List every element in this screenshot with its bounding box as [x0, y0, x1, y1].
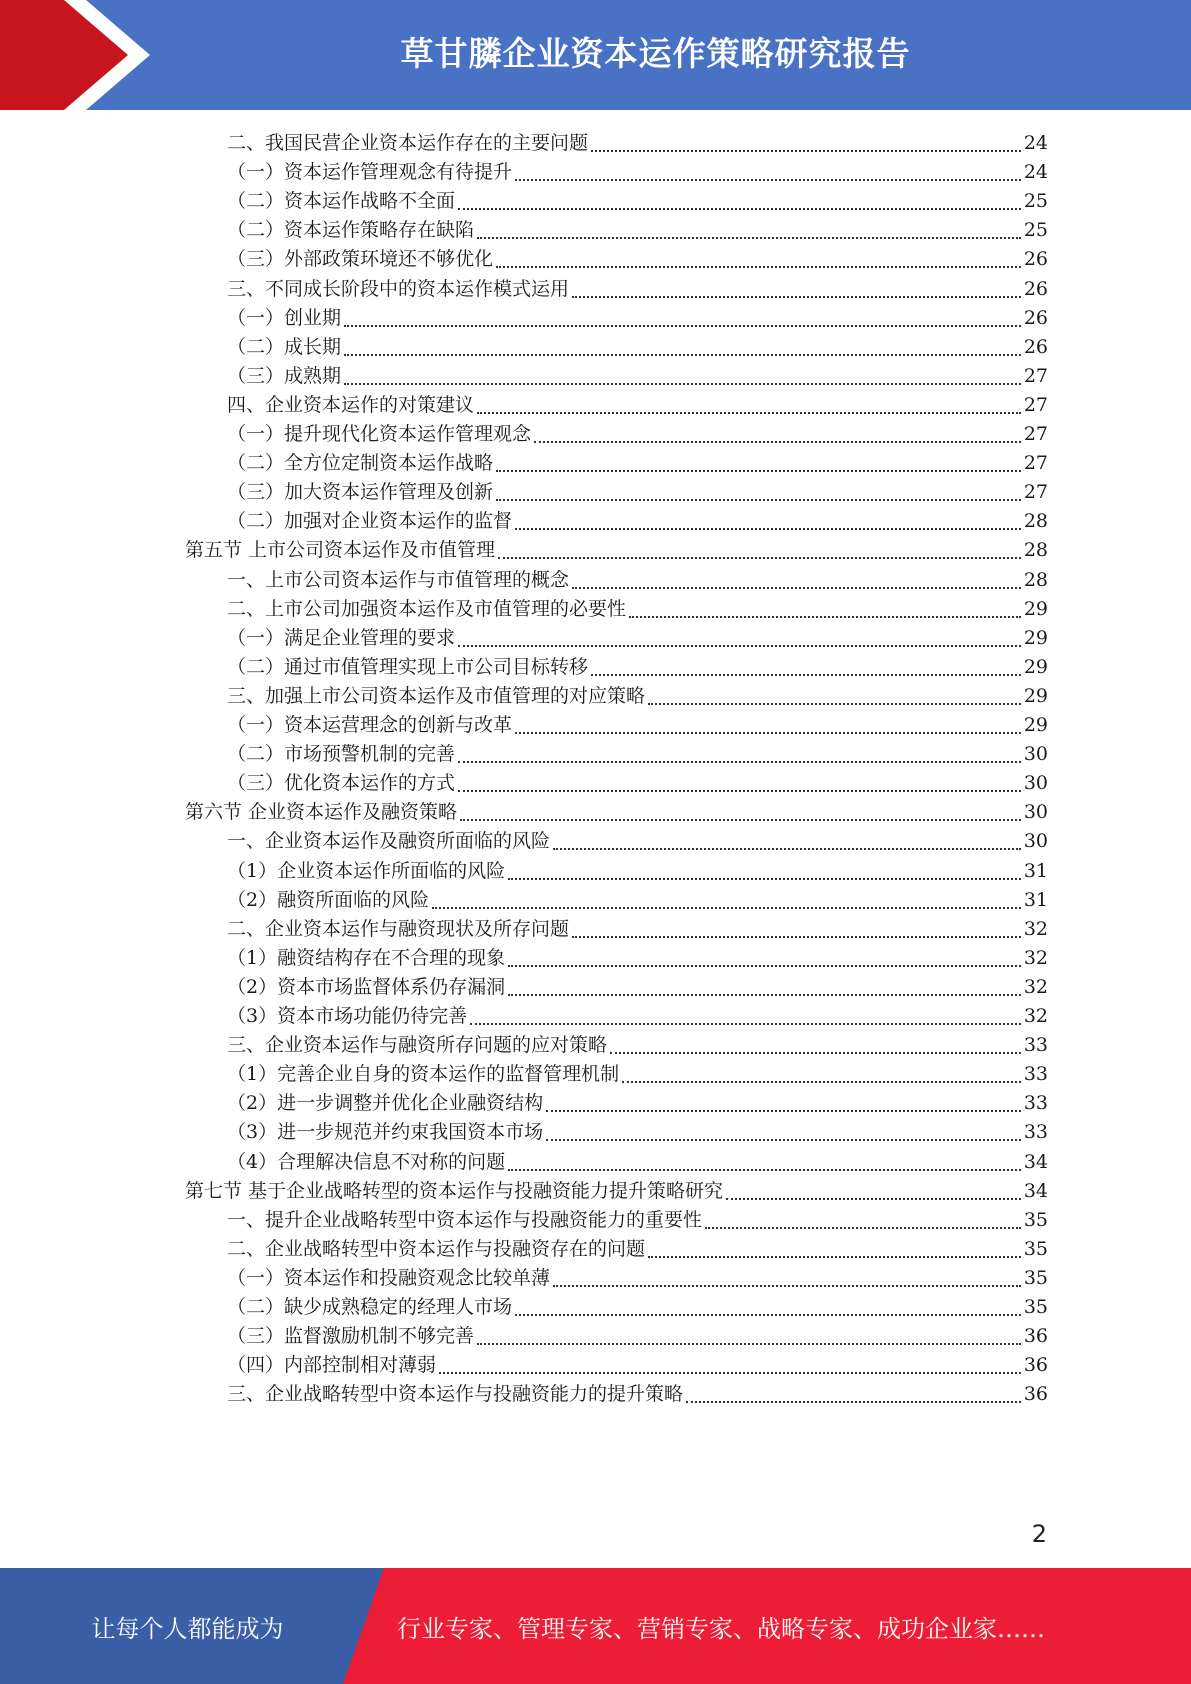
toc-entry[interactable]: [227, 652, 1048, 683]
toc-entry[interactable]: [227, 681, 1048, 712]
toc-entry-title: 三、企业战略转型中资本运作与投融资能力的提升策略: [227, 1383, 684, 1405]
toc-entry-title: 一、上市公司资本运作与市值管理的概念: [227, 569, 570, 591]
toc-leader-dots: [546, 1110, 1021, 1112]
toc-entry-title: 第七节 基于企业战略转型的资本运作与投融资能力提升策略研究: [185, 1180, 724, 1202]
toc-leader-dots: [591, 150, 1021, 152]
toc-leader-dots: [553, 848, 1021, 850]
toc-entry-page: 27: [1023, 423, 1048, 445]
toc-entry[interactable]: [227, 1147, 1048, 1178]
toc-entry[interactable]: [227, 594, 1048, 625]
toc-entry[interactable]: [227, 826, 1048, 857]
toc-entry-title: 第五节 上市公司资本运作及市值管理: [185, 539, 496, 561]
toc-entry[interactable]: [227, 885, 1048, 916]
toc-entry-page: 27: [1023, 365, 1048, 387]
toc-leader-dots: [705, 1227, 1021, 1229]
toc-leader-dots: [648, 1256, 1021, 1258]
toc-entry-page: 36: [1023, 1325, 1048, 1347]
toc-entry-title: （二）市场预警机制的完善: [227, 743, 456, 765]
toc-entry-page: 35: [1023, 1267, 1048, 1289]
toc-entry-page: 29: [1023, 627, 1048, 649]
toc-leader-dots: [498, 557, 1021, 559]
toc-entry[interactable]: [227, 943, 1048, 974]
toc-entry-title: （二）通过市值管理实现上市公司目标转移: [227, 656, 589, 678]
toc-leader-dots: [496, 266, 1021, 268]
toc-entry[interactable]: [227, 303, 1048, 334]
toc-entry-title: （一）资本运作管理观念有待提升: [227, 161, 513, 183]
toc-entry-page: 34: [1023, 1180, 1048, 1202]
toc-entry-title: 二、上市公司加强资本运作及市值管理的必要性: [227, 598, 627, 620]
toc-entry-page: 27: [1023, 452, 1048, 474]
toc-entry-title: （2）进一步调整并优化企业融资结构: [227, 1092, 544, 1114]
toc-entry-title: 二、企业资本运作与融资现状及所存问题: [227, 918, 570, 940]
toc-entry[interactable]: [185, 1176, 1048, 1207]
toc-entry-title: （2）融资所面临的风险: [227, 889, 430, 911]
toc-entry[interactable]: [227, 1088, 1048, 1119]
toc-leader-dots: [534, 441, 1021, 443]
toc-entry[interactable]: [227, 623, 1048, 654]
toc-entry-title: （四）内部控制相对薄弱: [227, 1354, 437, 1376]
toc-leader-dots: [629, 616, 1021, 618]
toc-entry-title: （一）创业期: [227, 307, 342, 329]
toc-leader-dots: [344, 325, 1021, 327]
toc-entry-title: 一、提升企业战略转型中资本运作与投融资能力的重要性: [227, 1209, 703, 1231]
toc-entry[interactable]: [227, 186, 1048, 217]
toc-entry-page: 29: [1023, 656, 1048, 678]
toc-entry[interactable]: [227, 914, 1048, 945]
toc-leader-dots: [477, 1343, 1021, 1345]
toc-entry[interactable]: [227, 244, 1048, 275]
toc-leader-dots: [458, 761, 1021, 763]
toc-entry-page: 32: [1023, 947, 1048, 969]
toc-entry-page: 24: [1023, 132, 1048, 154]
toc-entry-page: 26: [1023, 248, 1048, 270]
toc-entry[interactable]: [185, 797, 1048, 828]
toc-entry[interactable]: [227, 1001, 1048, 1032]
toc-entry[interactable]: [227, 856, 1048, 887]
toc-entry-page: 26: [1023, 336, 1048, 358]
toc-leader-dots: [622, 1081, 1021, 1083]
toc-entry-page: 33: [1023, 1034, 1048, 1056]
toc-entry-title: （三）优化资本运作的方式: [227, 772, 456, 794]
toc-leader-dots: [477, 412, 1021, 414]
toc-entry-page: 28: [1023, 569, 1048, 591]
toc-leader-dots: [508, 1169, 1021, 1171]
toc-leader-dots: [508, 965, 1021, 967]
toc-entry[interactable]: [227, 1321, 1048, 1352]
toc-leader-dots: [572, 296, 1021, 298]
toc-entry[interactable]: [227, 332, 1048, 363]
toc-entry-page: 31: [1023, 860, 1048, 882]
toc-entry[interactable]: [227, 448, 1048, 479]
toc-entry-title: （三）加大资本运作管理及创新: [227, 481, 494, 503]
toc-entry-page: 33: [1023, 1063, 1048, 1085]
toc-entry[interactable]: [227, 768, 1048, 799]
toc-leader-dots: [344, 383, 1021, 385]
toc-entry[interactable]: [227, 1205, 1048, 1236]
toc-entry-title: （3）资本市场功能仍待完善: [227, 1005, 468, 1027]
toc-entry[interactable]: [227, 361, 1048, 392]
toc-leader-dots: [515, 1314, 1021, 1316]
toc-entry[interactable]: [227, 419, 1048, 450]
toc-entry[interactable]: [227, 506, 1048, 537]
toc-entry-title: （一）资本运作和投融资观念比较单薄: [227, 1267, 551, 1289]
toc-entry-page: 28: [1023, 510, 1048, 532]
toc-leader-dots: [515, 732, 1021, 734]
toc-entry-page: 29: [1023, 685, 1048, 707]
toc-entry-title: （3）进一步规范并约束我国资本市场: [227, 1121, 544, 1143]
toc-entry-page: 34: [1023, 1151, 1048, 1173]
toc-leader-dots: [572, 587, 1021, 589]
toc-entry-page: 35: [1023, 1238, 1048, 1260]
toc-entry-page: 30: [1023, 772, 1048, 794]
toc-leader-dots: [648, 703, 1021, 705]
toc-entry[interactable]: [227, 390, 1048, 421]
toc-entry-page: 26: [1023, 307, 1048, 329]
toc-entry-page: 32: [1023, 918, 1048, 940]
toc-leader-dots: [553, 1285, 1021, 1287]
toc-entry-page: 33: [1023, 1121, 1048, 1143]
toc-leader-dots: [458, 790, 1021, 792]
toc-entry-page: 32: [1023, 1005, 1048, 1027]
toc-entry-title: 二、企业战略转型中资本运作与投融资存在的问题: [227, 1238, 646, 1260]
toc-leader-dots: [515, 528, 1021, 530]
page-number: 2: [1031, 1520, 1047, 1548]
toc-entry[interactable]: [227, 157, 1048, 188]
toc-entry-page: 26: [1023, 278, 1048, 300]
toc-leader-dots: [726, 1198, 1021, 1200]
toc-entry-page: 31: [1023, 889, 1048, 911]
toc-leader-dots: [496, 470, 1021, 472]
toc-entry[interactable]: [185, 535, 1048, 566]
toc-entry-title: 三、企业资本运作与融资所存问题的应对策略: [227, 1034, 608, 1056]
toc-entry-page: 29: [1023, 714, 1048, 736]
toc-entry[interactable]: [227, 1117, 1048, 1148]
toc-leader-dots: [477, 237, 1021, 239]
toc-entry[interactable]: [227, 274, 1048, 305]
header-arrow-icon: [0, 0, 140, 110]
toc-entry-title: （三）成熟期: [227, 365, 342, 387]
toc-entry-title: （二）资本运作策略存在缺陷: [227, 219, 475, 241]
toc-entry-page: 32: [1023, 976, 1048, 998]
toc-entry-title: （二）加强对企业资本运作的监督: [227, 510, 513, 532]
toc-entry[interactable]: [227, 1263, 1048, 1294]
toc-entry-title: 一、企业资本运作及融资所面临的风险: [227, 830, 551, 852]
toc-leader-dots: [572, 936, 1021, 938]
toc-entry-title: 三、不同成长阶段中的资本运作模式运用: [227, 278, 570, 300]
toc-entry[interactable]: [227, 215, 1048, 246]
toc-entry-title: （1）融资结构存在不合理的现象: [227, 947, 506, 969]
toc-entry[interactable]: [227, 972, 1048, 1003]
toc-entry-title: （一）满足企业管理的要求: [227, 627, 456, 649]
footer-slogan-left: 让每个人都能成为: [91, 1614, 284, 1643]
toc-entry[interactable]: [227, 1350, 1048, 1381]
page-footer: [0, 1568, 1191, 1684]
toc-entry-page: 25: [1023, 219, 1048, 241]
toc-entry-title: （二）资本运作战略不全面: [227, 190, 456, 212]
toc-leader-dots: [460, 819, 1021, 821]
toc-entry-page: 30: [1023, 830, 1048, 852]
toc-entry-page: 36: [1023, 1383, 1048, 1405]
toc-entry[interactable]: [227, 710, 1048, 741]
toc-leader-dots: [344, 354, 1021, 356]
toc-leader-dots: [508, 994, 1021, 996]
toc-entry-page: 33: [1023, 1092, 1048, 1114]
toc-entry[interactable]: [227, 1030, 1048, 1061]
toc-leader-dots: [610, 1052, 1021, 1054]
toc-entry-title: （2）资本市场监督体系仍存漏洞: [227, 976, 506, 998]
toc-entry-page: 35: [1023, 1209, 1048, 1231]
toc-leader-dots: [439, 1372, 1021, 1374]
toc-leader-dots: [470, 1023, 1021, 1025]
toc-entry[interactable]: [227, 1059, 1048, 1090]
document-title: 草甘膦企业资本运作策略研究报告: [400, 33, 911, 73]
toc-entry-page: 29: [1023, 598, 1048, 620]
toc-entry[interactable]: [227, 1234, 1048, 1265]
toc-entry-title: （二）成长期: [227, 336, 342, 358]
toc-entry-title: 二、我国民营企业资本运作存在的主要问题: [227, 132, 589, 154]
toc-entry-page: 36: [1023, 1354, 1048, 1376]
toc-leader-dots: [515, 179, 1021, 181]
toc-entry-title: （一）提升现代化资本运作管理观念: [227, 423, 532, 445]
toc-entry[interactable]: [227, 565, 1048, 596]
page-header: [0, 0, 1191, 110]
toc-leader-dots: [458, 645, 1021, 647]
footer-slogan-right: 行业专家、管理专家、营销专家、战略专家、成功企业家……: [397, 1614, 1045, 1643]
toc-entry-page: 28: [1023, 539, 1048, 561]
toc-entry-title: （二）全方位定制资本运作战略: [227, 452, 494, 474]
toc-leader-dots: [591, 674, 1021, 676]
toc-entry[interactable]: [227, 128, 1048, 159]
toc-leader-dots: [458, 208, 1021, 210]
toc-entry-title: （三）外部政策环境还不够优化: [227, 248, 494, 270]
toc-entry[interactable]: [227, 739, 1048, 770]
toc-entry-page: 27: [1023, 481, 1048, 503]
toc-leader-dots: [496, 499, 1021, 501]
toc-entry-title: （一）资本运营理念的创新与改革: [227, 714, 513, 736]
toc-entry-title: （4）合理解决信息不对称的问题: [227, 1151, 506, 1173]
toc-entry-title: （二）缺少成熟稳定的经理人市场: [227, 1296, 513, 1318]
toc-entry-title: 三、加强上市公司资本运作及市值管理的对应策略: [227, 685, 646, 707]
toc-leader-dots: [432, 907, 1021, 909]
toc-entry-page: 24: [1023, 161, 1048, 183]
toc-entry[interactable]: [227, 1379, 1048, 1410]
toc-entry-page: 35: [1023, 1296, 1048, 1318]
toc-leader-dots: [686, 1401, 1021, 1403]
toc-entry-title: （1）企业资本运作所面临的风险: [227, 860, 506, 882]
toc-leader-dots: [508, 878, 1021, 880]
toc-entry-page: 30: [1023, 801, 1048, 823]
toc-entry-page: 30: [1023, 743, 1048, 765]
toc-entry-title: （三）监督激励机制不够完善: [227, 1325, 475, 1347]
toc-entry-page: 27: [1023, 394, 1048, 416]
toc-entry-title: 四、企业资本运作的对策建议: [227, 394, 475, 416]
toc-entry[interactable]: [227, 477, 1048, 508]
toc-leader-dots: [546, 1139, 1021, 1141]
toc-entry-title: 第六节 企业资本运作及融资策略: [185, 801, 458, 823]
toc-entry[interactable]: [227, 1292, 1048, 1323]
toc-entry-page: 25: [1023, 190, 1048, 212]
toc-entry-title: （1）完善企业自身的资本运作的监督管理机制: [227, 1063, 620, 1085]
